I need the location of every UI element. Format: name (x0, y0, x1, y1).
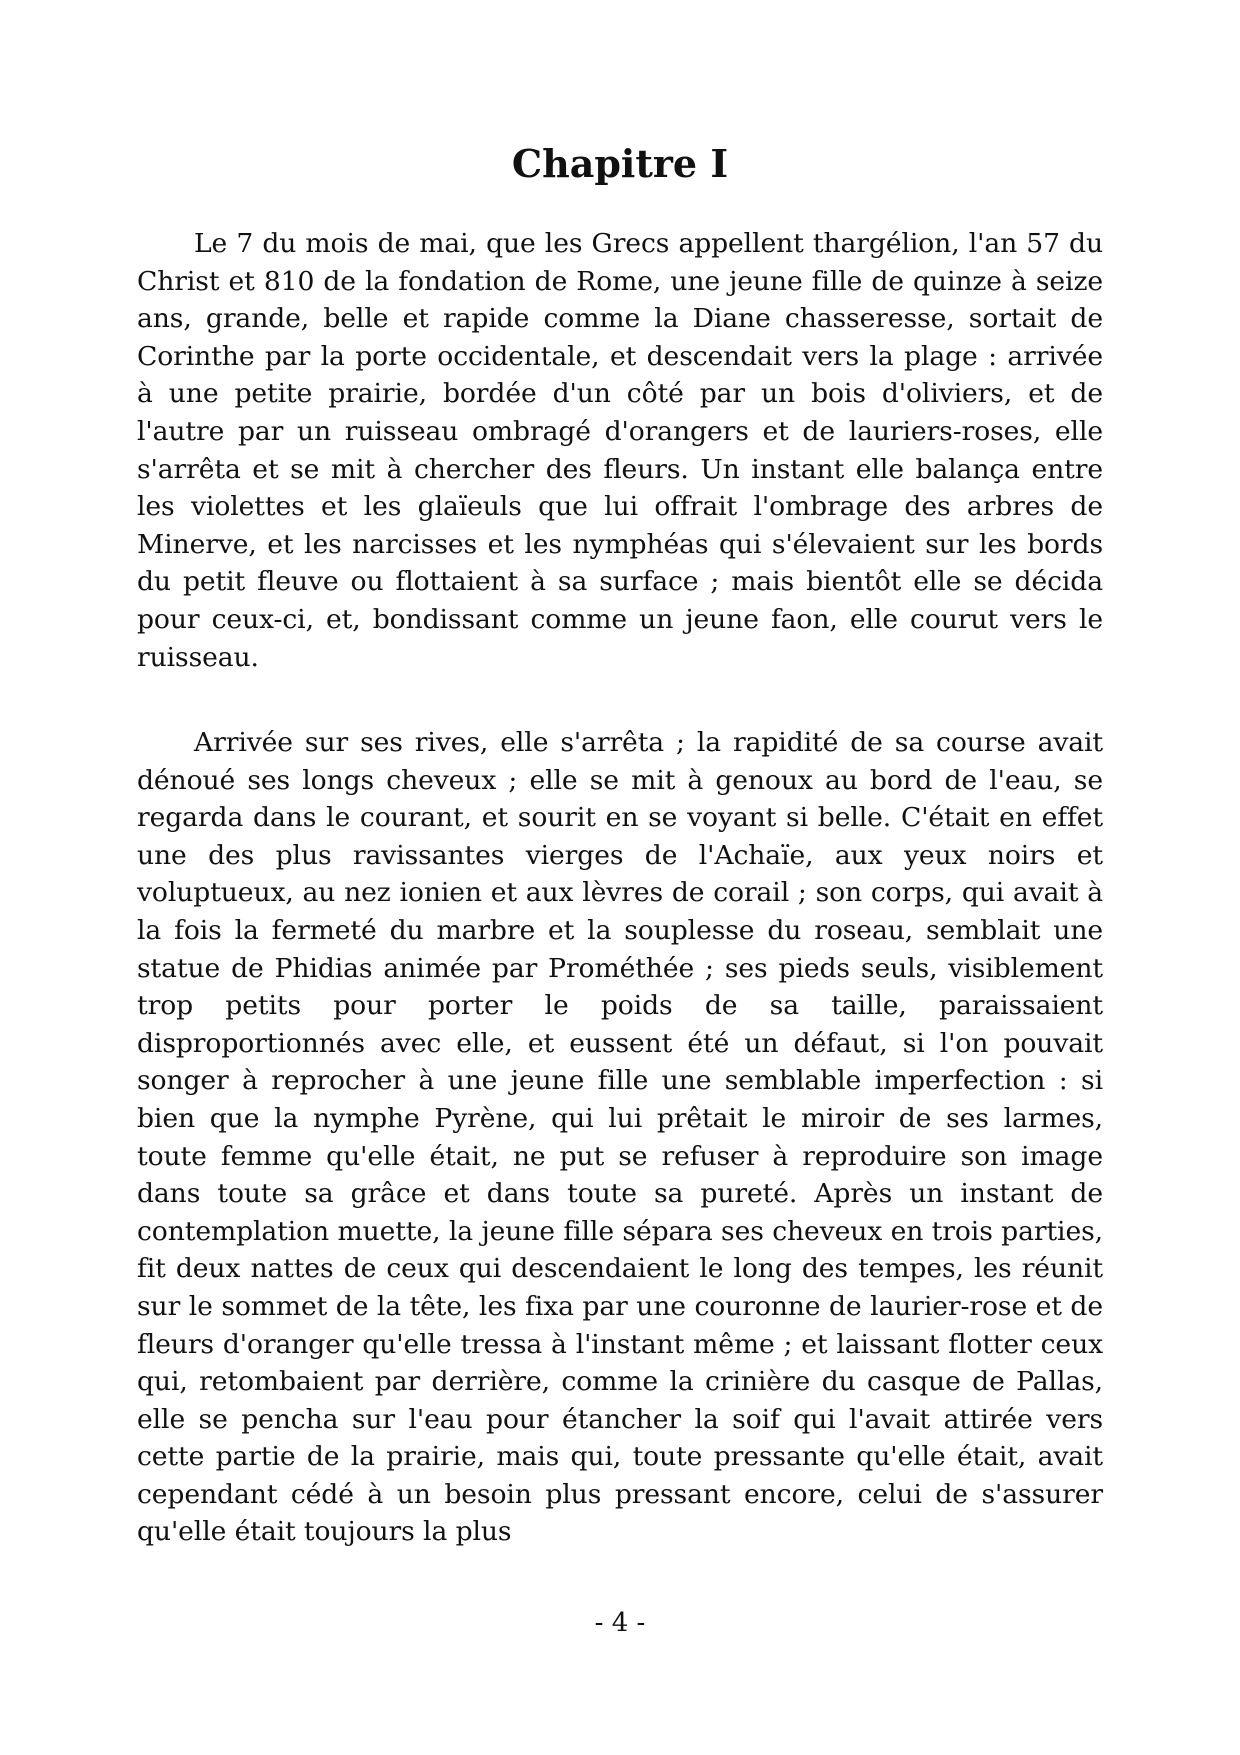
paragraph-block (137, 225, 1103, 676)
paragraph-block (137, 724, 1103, 1551)
chapter-title: Chapitre I (511, 141, 729, 186)
body-paragraph: Le 7 du mois de mai, que les Grecs appellent thargélion, l'an 57 du Christ et 810 de la fondation de Rome, une jeune fille de quinze à seize ans, grande, belle et rapide comme la Diane chasseresse, sortait de Corinthe par la porte occidentale, et descendait vers la plage : arrivée à une petite prairie, bordée d'un côté par un bois d'oliviers, et de l'autre par un ruisseau ombragé d'orangers et de lauriers-roses, elle s'arrêta et se mit à chercher des fleurs. Un instant elle balança entre les violettes et les glaïeuls que lui offrait l'ombrage des arbres de Minerve, et les narcisses et les nymphéas qui s'élevaient sur les bords du petit fleuve ou flottaient à sa surface ; mais bientôt elle se décida pour ceux-ci, et, bondissant comme un jeune faon, elle courut vers le ruisseau. (137, 228, 1103, 673)
page-number: - 4 - (594, 1608, 646, 1638)
body-paragraph: Arrivée sur ses rives, elle s'arrêta ; la rapidité de sa course avait dénoué ses longs cheveux ; elle se mit à genoux au bord de l'eau, se regarda dans le courant, et sourit en se voyant si belle. C'était en effet une des plus ravissantes vierges de l'Achaïe, aux yeux noirs et voluptueux, au nez ionien et aux lèvres de corail ; son corps, qui avait à la fois la fermeté du marbre et la souplesse du roseau, semblait une statue de Phidias animée par Prométhée ; ses pieds seuls, visiblement trop petits pour porter le poids de sa taille, paraissaient disproportionnés avec elle, et eussent été un défaut, si l'on pouvait songer à reprocher à une jeune fille une semblable imperfection : si bien que la nymphe Pyrène, qui lui prêtait le miroir de ses larmes, toute femme qu'elle était, ne put se refuser à reproduire son image dans toute sa grâce et dans toute sa pureté. Après un instant de contemplation muette, la jeune fille sépara ses cheveux en trois parties, fit deux nattes de ceux qui descendaient le long des tempes, les réunit sur le sommet de la tête, les fixa par une couronne de laurier-rose et de fleurs d'oranger qu'elle tressa à l'instant même ; et laissant flotter ceux qui, retombaient par derrière, comme la crinière du casque de Pallas, elle se pencha sur l'eau pour étancher la soif qui l'avait attirée vers cette partie de la prairie, mais qui, toute pressante qu'elle était, avait cependant cédé à un besoin plus pressant encore, celui de s'assurer qu'elle était toujours la plus (137, 727, 1103, 1548)
